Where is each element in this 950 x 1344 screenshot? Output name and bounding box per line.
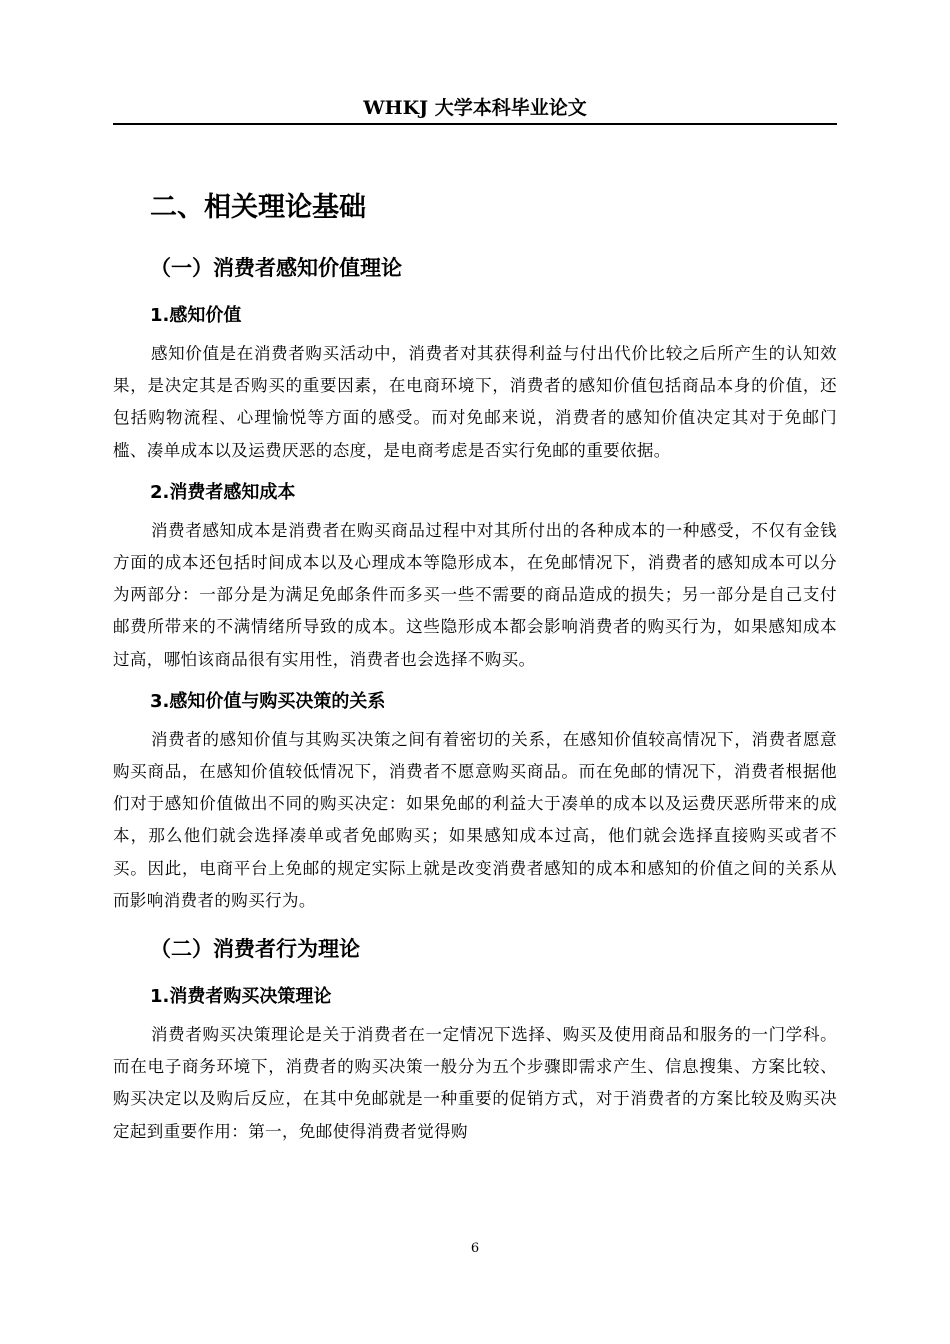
paragraph-value-decision: 消费者的感知价值与其购买决策之间有着密切的关系，在感知价值较高情况下，消费者愿意购买商品，在感知价值较低情况下，消费者不愿意购买商品。而在免邮的情况下，消费者根据他们对于感知价值做出不同的购买决定：如果免邮的利益大于凑单的成本以及运费厌恶所带来的成本，那么他们就会选择凑单或者免邮购买；如果感知成本过高，他们就会选择直接购买或者不买。因此，电商平台上免邮的规定实际上就是改变消费者感知的成本和感知的价值之间的关系从而影响消费者的购买行为。 — [113, 729, 837, 910]
subsection-title-purchase-decision: 1.消费者购买决策理论 — [150, 986, 332, 1008]
header-rule — [113, 123, 837, 125]
section-title-consumer-behavior: （二）消费者行为理论 — [150, 937, 360, 962]
chapter-title: 二、相关理论基础 — [150, 192, 366, 223]
section-title-perceived-value: （一）消费者感知价值理论 — [150, 256, 402, 280]
subsection-title-perceived-value: 1.感知价值 — [150, 305, 242, 326]
paragraph-perceived-cost: 消费者感知成本是消费者在购买商品过程中对其所付出的各种成本的一种感受，不仅有金钱方面的成本还包括时间成本以及心理成本等隐形成本，在免邮情况下，消费者的感知成本可以分为两部分：一部分是为满足免邮条件而多买一些不需要的商品造成的损失；另一部分是自己支付邮费所带来的不满情绪所导致的成本。这些隐形成本都会影响消费者的购买行为，如果感知成本过高，哪怕该商品很有实用性，消费者也会选择不购买。 — [113, 520, 837, 669]
subsection-title-perceived-cost: 2.消费者感知成本 — [150, 481, 296, 503]
paragraph-purchase-decision: 消费者购买决策理论是关于消费者在一定情况下选择、购买及使用商品和服务的一门学科。而在电子商务环境下，消费者的购买决策一般分为五个步骤即需求产生、信息搜集、方案比较、购买决定以及购后反应，在其中免邮就是一种重要的促销方式，对于消费者的方案比较及购买决定起到重要作用：第一，免邮使得消费者觉得购 — [113, 1025, 837, 1141]
page-body — [113, 182, 837, 1148]
subsection-title-value-decision: 3.感知价值与购买决策的关系 — [150, 690, 386, 712]
running-header: WHKJ 大学本科毕业论文 — [363, 97, 587, 119]
paragraph-perceived-value: 感知价值是在消费者购买活动中，消费者对其获得利益与付出代价比较之后所产生的认知效果，是决定其是否购买的重要因素，在电商环境下，消费者的感知价值包括商品本身的价值，还包括购物流程、心理愉悦等方面的感受。而对免邮来说，消费者的感知价值决定其对于免邮门槛、凑单成本以及运费厌恶的态度，是电商考虑是否实行免邮的重要依据。 — [113, 344, 837, 460]
page-number: 6 — [470, 1241, 480, 1256]
